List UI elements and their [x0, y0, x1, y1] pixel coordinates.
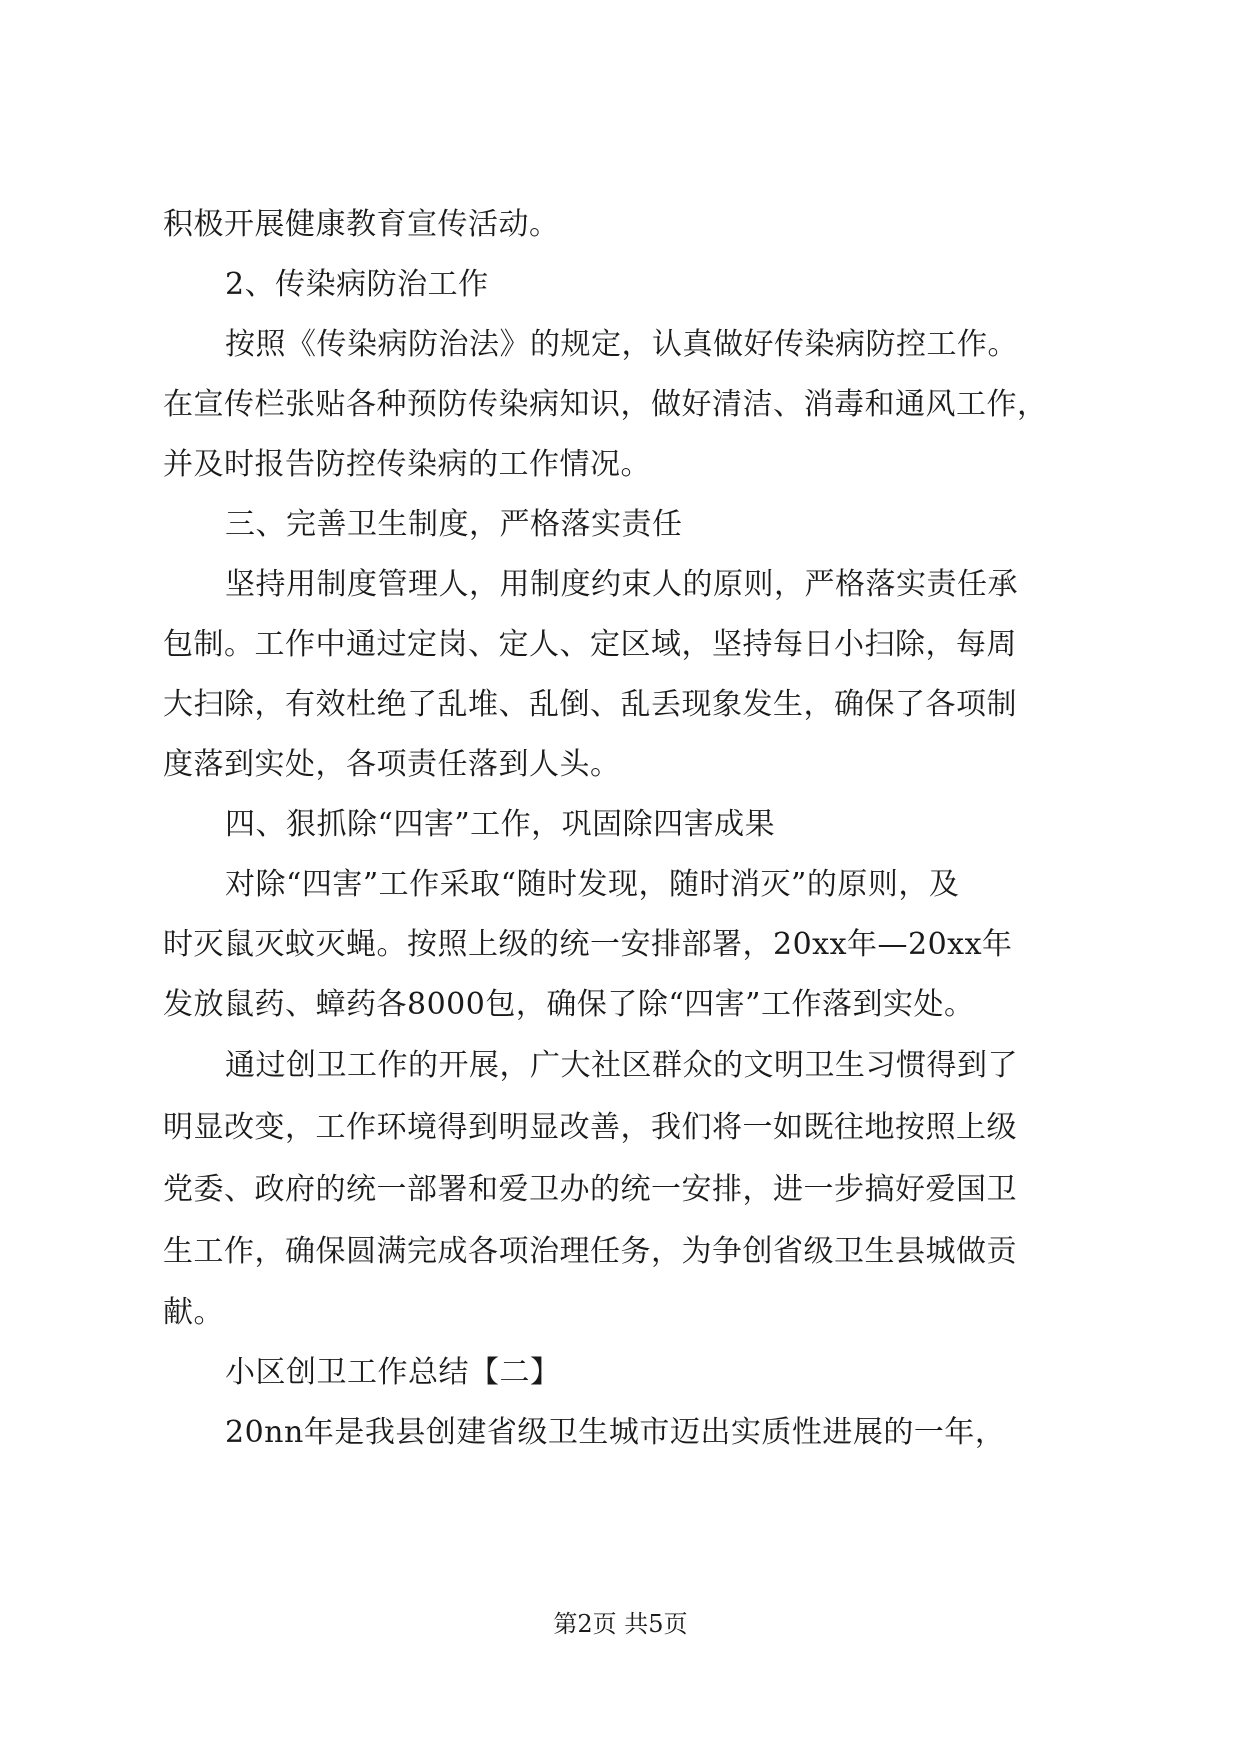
document-body: [163, 195, 1083, 1463]
page-footer: 第2页 共5页: [553, 1610, 688, 1638]
section-heading: 四、狠抓除“四害”工作，巩固除四害成果: [225, 807, 776, 842]
paragraph-line: 生工作，确保圆满完成各项治理任务，为争创省级卫生县城做贡: [163, 1234, 1017, 1269]
paragraph-line: 大扫除，有效杜绝了乱堆、乱倒、乱丢现象发生，确保了各项制: [163, 687, 1017, 722]
paragraph-line: 明显改变，工作环境得到明显改善，我们将一如既往地按照上级: [163, 1110, 1017, 1145]
paragraph-line: 发放鼠药、蟑药各8000包，确保了除“四害”工作落到实处。: [163, 987, 975, 1022]
paragraph-line: 时灭鼠灭蚊灭蝇。按照上级的统一安排部署，20xx年—20xx年: [163, 927, 1013, 962]
paragraph-line: 对除“四害”工作采取“随时发现，随时消灭”的原则，及: [225, 867, 960, 902]
paragraph-line: 并及时报告防控传染病的工作情况。: [163, 447, 651, 482]
paragraph-line: 坚持用制度管理人，用制度约束人的原则，严格落实责任承: [225, 567, 1018, 602]
paragraph-line: 献。: [163, 1295, 224, 1330]
section-heading: 三、完善卫生制度，严格落实责任: [225, 507, 683, 542]
paragraph-line: 包制。工作中通过定岗、定人、定区域，坚持每日小扫除，每周: [163, 627, 1017, 662]
paragraph-line: 党委、政府的统一部署和爱卫办的统一安排，进一步搞好爱国卫: [163, 1172, 1017, 1207]
paragraph-line: 在宣传栏张贴各种预防传染病知识，做好清洁、消毒和通风工作，: [163, 387, 1048, 422]
paragraph-line: 20nn年是我县创建省级卫生城市迈出实质性进展的一年，: [225, 1415, 1006, 1450]
paragraph-line: 按照《传染病防治法》的规定，认真做好传染病防控工作。: [225, 327, 1018, 362]
paragraph-line: 通过创卫工作的开展，广大社区群众的文明卫生习惯得到了: [225, 1048, 1018, 1083]
paragraph-line: 度落到实处，各项责任落到人头。: [163, 747, 621, 782]
section-heading: 小区创卫工作总结【二】: [225, 1355, 561, 1390]
paragraph-line: 积极开展健康教育宣传活动。: [163, 207, 560, 242]
section-heading: 2、传染病防治工作: [225, 267, 489, 302]
